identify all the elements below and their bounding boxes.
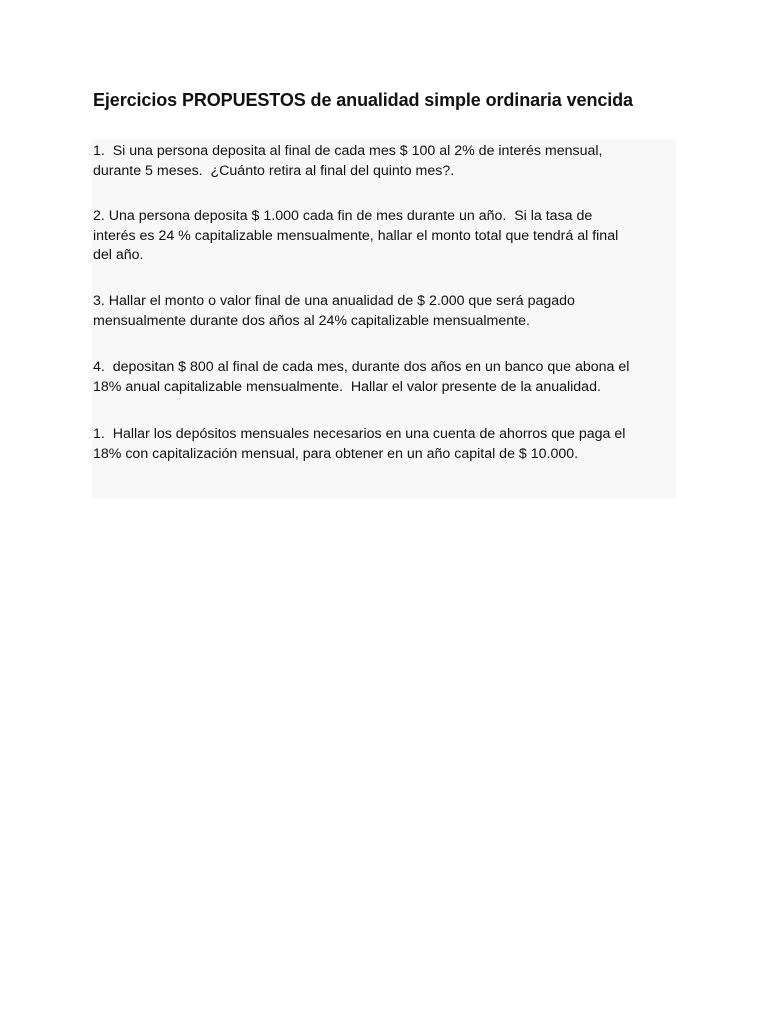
exercise-item-3: 3. Hallar el monto o valor final de una anualidad de $ 2.000 que será pagado mensualmente durante dos años al 24% capitalizable mensualmente. <box>93 293 575 329</box>
exercise-item-4: 4. depositan $ 800 al final de cada mes, durante dos años en un banco que abona el 18% anual capitalizable mensualmente. Hallar el valor presente de la anualidad. <box>93 359 630 395</box>
exercise-item-5: 1. Hallar los depósitos mensuales necesarios en una cuenta de ahorros que paga el 18% con capitalización mensual, para obtener en un año capital de $ 10.000. <box>93 426 626 462</box>
exercise-list <box>92 139 676 498</box>
exercise-item-1: 1. Si una persona deposita al final de cada mes $ 100 al 2% de interés mensual, durante 5 meses. ¿Cuánto retira al final del quinto mes?. <box>93 143 603 179</box>
document-title: Ejercicios PROPUESTOS de anualidad simple ordinaria vencida <box>93 90 633 110</box>
exercise-item-2: 2. Una persona deposita $ 1.000 cada fin de mes durante un año. Si la tasa de interés es 24 % capitalizable mensualmente, hallar el monto total que tendrá al final del año. <box>93 208 619 263</box>
